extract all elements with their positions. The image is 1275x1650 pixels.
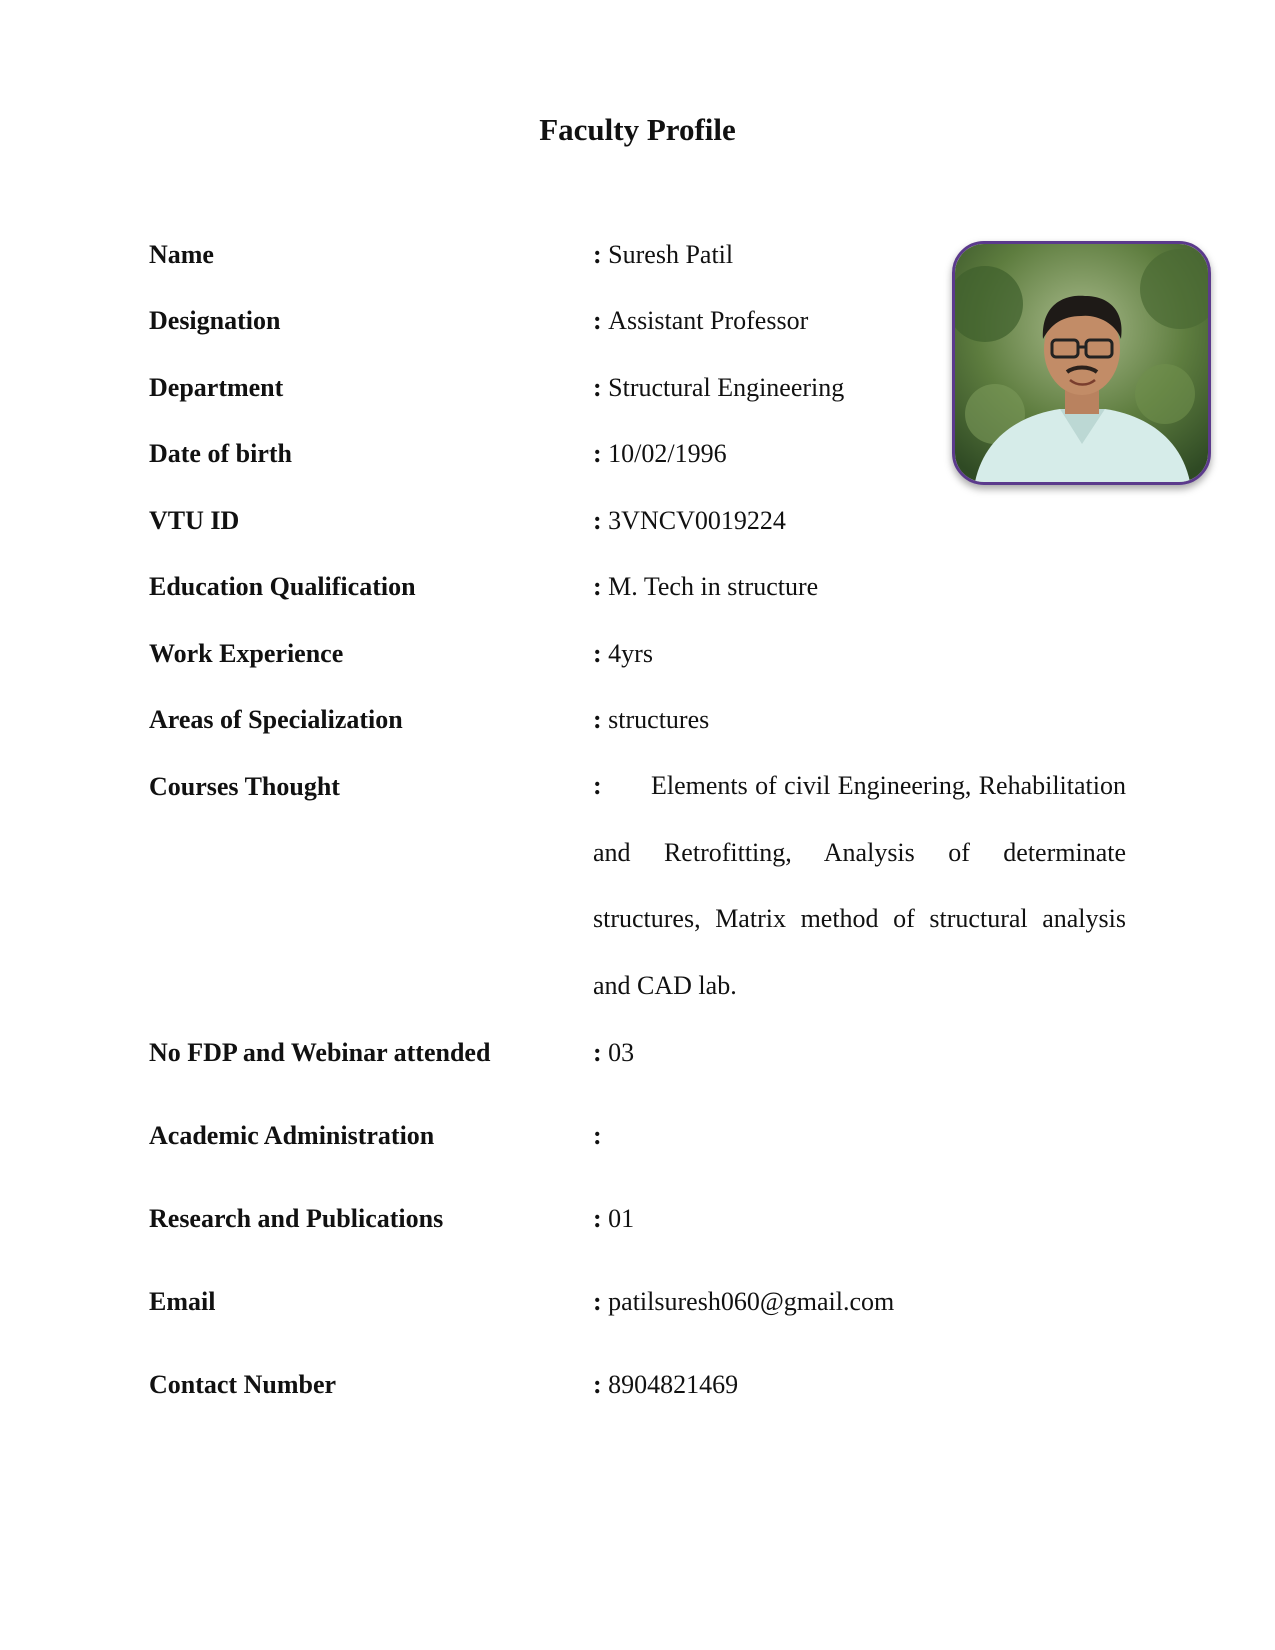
field-label: Contact Number: [149, 1370, 337, 1399]
field-education: [149, 572, 1129, 612]
field-label: Areas of Specialization: [149, 705, 403, 734]
field-value: : Assistant Professor: [593, 306, 809, 335]
field-value: : 03: [593, 1038, 635, 1067]
field-value: : 8904821469: [593, 1370, 739, 1399]
field-value: : patilsuresh060@gmail.com: [593, 1287, 895, 1316]
field-label: Department: [149, 373, 284, 402]
field-label: No FDP and Webinar attended: [149, 1038, 491, 1067]
field-value: : 10/02/1996: [593, 439, 727, 468]
field-label: Name: [149, 240, 214, 269]
field-label: Academic Administration: [149, 1121, 435, 1150]
field-email: [149, 1287, 1129, 1327]
page-title: Faculty Profile: [539, 112, 736, 147]
field-value: : Suresh Patil: [593, 240, 734, 269]
field-value: :: [593, 1121, 602, 1150]
field-academic-administration: [149, 1121, 1129, 1161]
field-label: Work Experience: [149, 639, 344, 668]
field-label: VTU ID: [149, 506, 240, 535]
field-specialization: [149, 705, 1129, 745]
field-value: : 01: [593, 1204, 635, 1233]
field-label: Email: [149, 1287, 216, 1316]
field-fdp-webinar: [149, 1038, 1129, 1078]
field-work-experience: [149, 639, 1129, 679]
field-label: Designation: [149, 306, 281, 335]
field-research-publications: [149, 1204, 1129, 1244]
courses-value: : Elements of civil Engineering, Rehabilitation and Retrofitting, Analysis of determinate structures, Matrix method of structural analysis and CAD lab.: [593, 771, 1126, 1000]
field-value: : M. Tech in structure: [593, 572, 819, 601]
field-value: : 4yrs: [593, 639, 653, 668]
field-label: Date of birth: [149, 439, 292, 468]
profile-photo: [952, 241, 1211, 485]
faculty-photo-icon: [955, 244, 1208, 482]
field-value: : 3VNCV0019224: [593, 506, 786, 535]
field-label: Courses Thought: [149, 772, 340, 801]
field-label: Research and Publications: [149, 1204, 444, 1233]
field-value: : structures: [593, 705, 710, 734]
field-value: : Structural Engineering: [593, 373, 845, 402]
field-contact-number: [149, 1370, 1129, 1410]
field-vtu-id: [149, 506, 1129, 546]
field-label: Education Qualification: [149, 572, 416, 601]
